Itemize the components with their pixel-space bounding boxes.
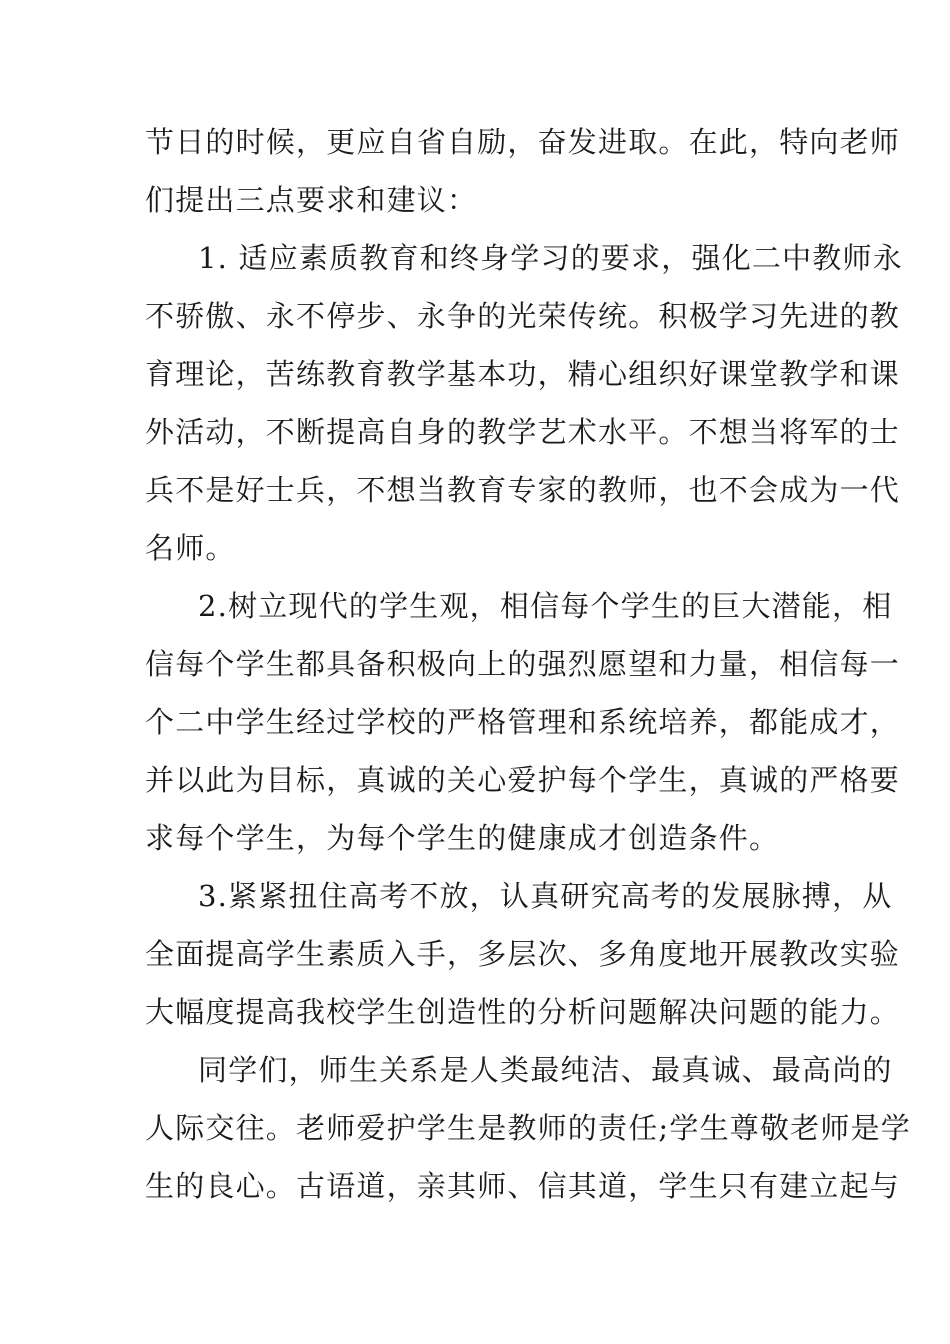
text-line: 2.树立现代的学生观，相信每个学生的巨大潜能，相: [198, 589, 893, 623]
text-line: 信每个学生都具备积极向上的强烈愿望和力量，相信每一: [145, 647, 901, 681]
text-line: 大幅度提高我校学生创造性的分析问题解决问题的能力。: [145, 995, 901, 1029]
text-line: 个二中学生经过学校的严格管理和系统培养，都能成才，: [145, 705, 901, 739]
text-line: 求每个学生，为每个学生的健康成才创造条件。: [145, 821, 780, 855]
text-line: 1. 适应素质教育和终身学习的要求，强化二中教师永: [198, 241, 903, 275]
text-line: 并以此为目标，真诚的关心爱护每个学生，真诚的严格要: [145, 763, 901, 797]
text-line: 名师。: [145, 531, 236, 565]
text-line: 3.紧紧扭住高考不放，认真研究高考的发展脉搏，从: [198, 879, 893, 913]
text-line: 不骄傲、永不停步、永争的光荣传统。积极学习先进的教: [145, 299, 901, 333]
text-line: 外活动，不断提高自身的教学艺术水平。不想当将军的士: [145, 415, 901, 449]
text-line: 全面提高学生素质入手，多层次、多角度地开展教改实验: [145, 937, 901, 971]
text-line: 节日的时候，更应自省自励，奋发进取。在此，特向老师: [145, 125, 901, 159]
text-line: 兵不是好士兵，不想当教育专家的教师，也不会成为一代: [145, 473, 901, 507]
text-line: 们提出三点要求和建议：: [145, 183, 478, 217]
text-line: 同学们，师生关系是人类最纯洁、最真诚、最高尚的: [198, 1053, 893, 1087]
text-line: 育理论，苦练教育教学基本功，精心组织好课堂教学和课: [145, 357, 901, 391]
text-line: 人际交往。老师爱护学生是教师的责任;学生尊敬老师是学: [145, 1111, 911, 1145]
text-line: 生的良心。古语道，亲其师、信其道，学生只有建立起与: [145, 1169, 901, 1203]
